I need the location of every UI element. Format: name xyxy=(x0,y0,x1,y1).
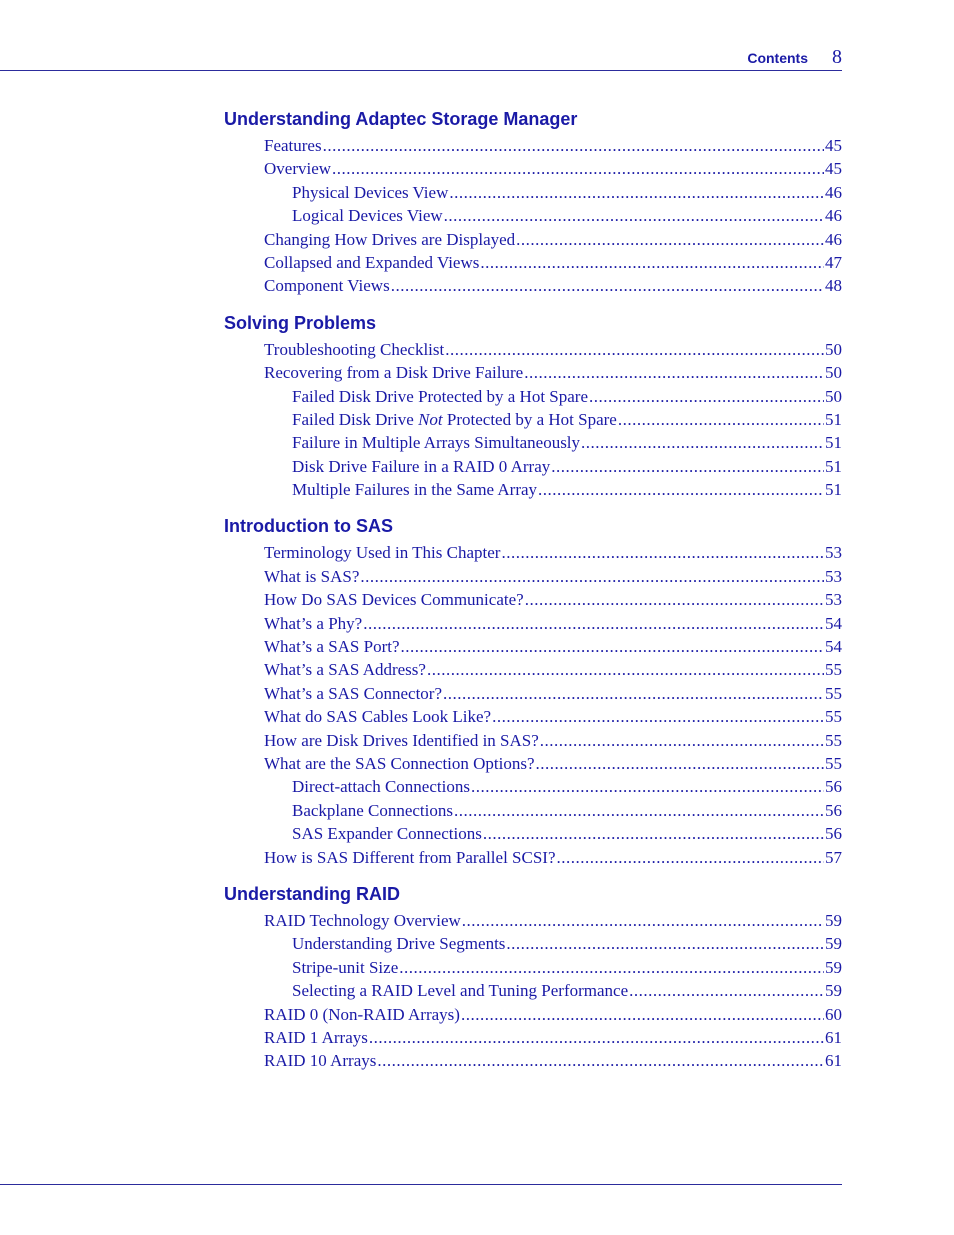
toc-entry-title: Logical Devices View xyxy=(292,206,443,226)
toc-entry-title-part: Protected by a Hot Spare xyxy=(442,409,617,429)
toc-section xyxy=(224,310,842,502)
toc-entry[interactable] xyxy=(224,729,842,752)
dot-leader xyxy=(618,408,824,431)
toc-entry-title: Backplane Connections xyxy=(292,800,453,820)
toc-entry-title: Failed Disk Drive Protected by a Hot Spare xyxy=(292,386,589,406)
toc-entry-page: 51 xyxy=(825,409,842,429)
toc-entry-page: 45 xyxy=(825,136,842,155)
toc-entry-list xyxy=(224,336,842,502)
toc-section xyxy=(224,513,842,868)
dot-leader xyxy=(629,979,824,1002)
toc-entry-title: How is SAS Different from Parallel SCSI? xyxy=(264,847,556,867)
toc-section xyxy=(224,881,842,1073)
toc-entry[interactable] xyxy=(224,361,842,384)
toc-entry-page: 53 xyxy=(825,543,842,563)
toc-entry[interactable] xyxy=(224,455,842,478)
dot-leader xyxy=(427,658,824,681)
toc-section xyxy=(224,106,842,298)
toc-entry[interactable] xyxy=(224,431,842,454)
toc-entry-title-part: Failed Disk Drive xyxy=(292,409,419,429)
dot-leader xyxy=(492,705,824,728)
dot-leader xyxy=(540,729,824,752)
dot-leader xyxy=(461,1003,824,1026)
header-rule xyxy=(0,70,842,71)
footer-rule xyxy=(0,1184,842,1185)
dot-leader xyxy=(391,274,824,297)
toc-entry[interactable] xyxy=(224,1049,842,1072)
toc-entry-page: 54 xyxy=(825,637,842,657)
toc-entry-page: 53 xyxy=(825,590,842,610)
toc-entry[interactable] xyxy=(224,385,842,408)
toc-entry-title: Overview xyxy=(264,159,332,179)
toc-entry-title: Failure in Multiple Arrays Simultaneously xyxy=(292,433,581,453)
toc-entry[interactable] xyxy=(224,338,842,361)
toc-entry[interactable] xyxy=(224,956,842,979)
toc-entry[interactable] xyxy=(224,682,842,705)
toc-entry[interactable] xyxy=(224,658,842,681)
toc-entry-title: What’s a SAS Connector? xyxy=(264,683,442,703)
toc-entry-list xyxy=(224,539,842,868)
dot-leader xyxy=(401,635,824,658)
dot-leader xyxy=(443,682,824,705)
toc-entry-page: 56 xyxy=(825,777,842,797)
toc-entry-title xyxy=(292,408,617,431)
toc-entry-page: 53 xyxy=(825,566,842,586)
dot-leader xyxy=(536,752,824,775)
toc-entry-title: How are Disk Drives Identified in SAS? xyxy=(264,730,539,750)
toc-entry-page: 51 xyxy=(825,480,842,500)
toc-entry[interactable] xyxy=(224,775,842,798)
toc-entry-title: Physical Devices View xyxy=(292,182,449,202)
toc-entry-page: 55 xyxy=(825,730,842,750)
toc-entry-title: RAID 0 (Non-RAID Arrays) xyxy=(264,1004,460,1024)
toc-entry-page: 54 xyxy=(825,613,842,633)
toc-entry-page: 46 xyxy=(825,229,842,249)
header-label: Contents xyxy=(747,50,808,66)
toc-entry-page: 56 xyxy=(825,824,842,844)
dot-leader xyxy=(506,932,824,955)
toc-entry[interactable] xyxy=(224,979,842,1002)
dot-leader xyxy=(524,361,824,384)
dot-leader xyxy=(462,909,824,932)
toc-entry-page: 50 xyxy=(825,339,842,359)
toc-entry[interactable] xyxy=(224,635,842,658)
toc-entry[interactable] xyxy=(224,588,842,611)
toc-entry[interactable] xyxy=(224,274,842,297)
toc-entry-title: Disk Drive Failure in a RAID 0 Array xyxy=(292,456,551,476)
toc-entry[interactable] xyxy=(224,1026,842,1049)
dot-leader xyxy=(444,204,824,227)
toc-entry[interactable] xyxy=(224,705,842,728)
toc-entry[interactable] xyxy=(224,799,842,822)
toc-entry-title: What is SAS? xyxy=(264,566,360,586)
toc-entry-title: Multiple Failures in the Same Array xyxy=(292,480,538,500)
dot-leader xyxy=(501,541,824,564)
dot-leader xyxy=(483,822,824,845)
toc-entry-title: What do SAS Cables Look Like? xyxy=(264,707,492,727)
toc-entry-page: 51 xyxy=(825,433,842,453)
toc-entry-title: SAS Expander Connections xyxy=(292,824,482,844)
dot-leader xyxy=(377,1049,824,1072)
section-heading[interactable]: Introduction to SAS xyxy=(224,516,393,537)
toc-entry-title: Stripe-unit Size xyxy=(292,957,399,977)
toc-entry-title: What’s a SAS Port? xyxy=(264,637,400,657)
toc-entry[interactable] xyxy=(224,251,842,274)
toc-entry-title: Understanding Drive Segments xyxy=(292,934,506,954)
toc-entry-title: How Do SAS Devices Communicate? xyxy=(264,590,524,610)
dot-leader xyxy=(589,385,824,408)
section-heading[interactable]: Solving Problems xyxy=(224,312,377,333)
toc-entry-page: 59 xyxy=(825,934,842,954)
dot-leader xyxy=(480,251,824,274)
toc-entry[interactable] xyxy=(224,822,842,845)
toc-entry-page: 57 xyxy=(825,847,842,867)
toc-entry-page: 45 xyxy=(825,159,842,179)
dot-leader xyxy=(363,612,824,635)
toc-entry-page: 55 xyxy=(825,660,842,680)
toc-entry[interactable] xyxy=(224,134,842,157)
toc-entry-page: 47 xyxy=(825,252,842,272)
toc-entry-title: Component Views xyxy=(264,276,390,296)
toc-entry[interactable] xyxy=(224,181,842,204)
table-of-contents xyxy=(224,106,842,1085)
toc-entry-page: 56 xyxy=(825,800,842,820)
toc-entry[interactable] xyxy=(224,478,842,501)
dot-leader xyxy=(449,181,824,204)
toc-entry-page: 55 xyxy=(825,753,842,773)
toc-entry-page: 59 xyxy=(825,910,842,930)
dot-leader xyxy=(551,455,824,478)
dot-leader xyxy=(454,799,824,822)
toc-entry[interactable] xyxy=(224,565,842,588)
toc-entry-title: Collapsed and Expanded Views xyxy=(264,252,480,272)
toc-entry-page: 50 xyxy=(825,386,842,406)
dot-leader xyxy=(525,588,824,611)
toc-entry[interactable] xyxy=(224,228,842,251)
toc-entry[interactable] xyxy=(224,846,842,869)
toc-entry-title: Features xyxy=(264,136,322,155)
toc-entry[interactable] xyxy=(224,541,842,564)
toc-entry-page: 61 xyxy=(825,1027,842,1047)
dot-leader xyxy=(360,565,824,588)
toc-entry-page: 61 xyxy=(825,1051,842,1071)
toc-entry-list xyxy=(224,132,842,298)
running-head xyxy=(747,46,842,69)
toc-entry[interactable] xyxy=(224,612,842,635)
toc-entry-title: What’s a SAS Address? xyxy=(264,660,426,680)
dot-leader xyxy=(445,338,824,361)
toc-entry[interactable] xyxy=(224,752,842,775)
toc-entry-list xyxy=(224,907,842,1073)
toc-entry-title: Terminology Used in This Chapter xyxy=(264,543,501,563)
section-heading[interactable]: Understanding Adaptec Storage Manager xyxy=(224,109,578,129)
toc-entry-page: 59 xyxy=(825,981,842,1001)
toc-entry-page: 51 xyxy=(825,456,842,476)
dot-leader xyxy=(538,478,824,501)
toc-entry-title: RAID 1 Arrays xyxy=(264,1027,368,1047)
toc-entry[interactable] xyxy=(224,204,842,227)
toc-entry[interactable] xyxy=(224,932,842,955)
dot-leader xyxy=(581,431,824,454)
toc-entry[interactable] xyxy=(224,408,842,431)
toc-entry-title: What are the SAS Connection Options? xyxy=(264,753,535,773)
toc-entry-page: 50 xyxy=(825,363,842,383)
page-number: 8 xyxy=(832,46,842,68)
toc-entry-title: Selecting a RAID Level and Tuning Performance xyxy=(292,981,629,1001)
dot-leader xyxy=(516,228,824,251)
toc-entry-page: 48 xyxy=(825,276,842,296)
toc-entry-page: 60 xyxy=(825,1004,842,1024)
toc-entry-title: RAID 10 Arrays xyxy=(264,1051,377,1071)
dot-leader xyxy=(332,157,824,180)
toc-entry-title: Troubleshooting Checklist xyxy=(264,339,445,359)
toc-entry-page: 59 xyxy=(825,957,842,977)
dot-leader xyxy=(369,1026,824,1049)
dot-leader xyxy=(399,956,824,979)
toc-entry-title: RAID Technology Overview xyxy=(264,910,461,930)
toc-entry-title-emphasis: Not xyxy=(418,409,443,429)
toc-entry-page: 46 xyxy=(825,206,842,226)
section-heading[interactable]: Understanding RAID xyxy=(224,883,401,904)
toc-entry-page: 55 xyxy=(825,707,842,727)
dot-leader xyxy=(557,846,825,869)
dot-leader xyxy=(471,775,824,798)
toc-entry[interactable] xyxy=(224,1003,842,1026)
toc-entry-title: What’s a Phy? xyxy=(264,613,363,633)
toc-entry[interactable] xyxy=(224,909,842,932)
toc-entry-page: 46 xyxy=(825,182,842,202)
dot-leader xyxy=(323,134,824,157)
toc-entry[interactable] xyxy=(224,157,842,180)
toc-entry-page: 55 xyxy=(825,683,842,703)
toc-entry-title: Changing How Drives are Displayed xyxy=(264,229,516,249)
toc-entry-title: Recovering from a Disk Drive Failure xyxy=(264,363,524,383)
toc-entry-title: Direct-attach Connections xyxy=(292,777,470,797)
